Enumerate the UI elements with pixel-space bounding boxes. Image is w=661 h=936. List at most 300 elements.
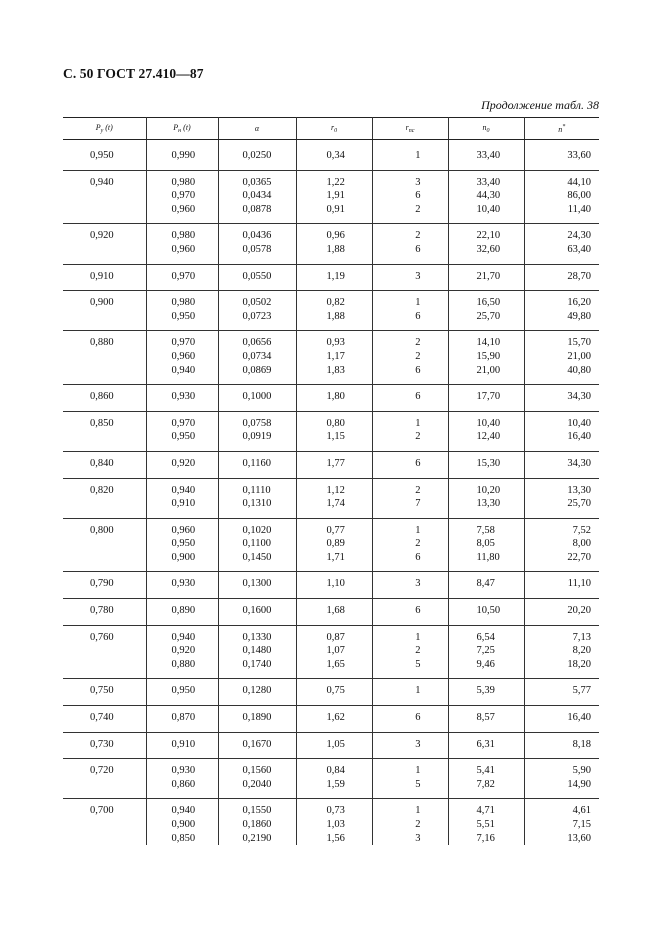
cell-value: 8,20 — [572, 645, 591, 657]
cell-r0 — [296, 518, 372, 572]
cell-py — [63, 478, 146, 518]
cell-value: 16,20 — [567, 297, 591, 309]
cell-r0 — [296, 170, 372, 224]
cell-value: 13,30 — [567, 484, 591, 496]
cell-value: 1,15 — [326, 431, 345, 443]
cell-value: 0,82 — [326, 297, 345, 309]
cell-nstar — [524, 411, 599, 451]
cell-value: 7,52 — [572, 524, 591, 536]
cell-value: 0,960 — [171, 203, 196, 215]
cell-rps — [372, 572, 448, 599]
cell-value: 0,1670 — [242, 738, 272, 750]
cell-value: 5,41 — [476, 765, 495, 777]
table-row-group — [63, 291, 599, 331]
cell-pn — [146, 572, 218, 599]
cell-value: 0,840 — [90, 457, 114, 469]
cell-value: 6 — [415, 551, 421, 563]
cell-value: 4,71 — [476, 805, 495, 817]
column-header-pn: $P_н$ (t) — [146, 118, 218, 140]
column-header-alpha: α — [218, 118, 296, 140]
cell-value: 1,59 — [326, 778, 345, 790]
cell-value: 0,1890 — [242, 712, 272, 724]
cell-value: 0,0734 — [242, 350, 272, 362]
cell-pn — [146, 706, 218, 733]
column-header-n0: $n_0$ — [448, 118, 524, 140]
cell-value: 21,00 — [567, 350, 591, 362]
cell-value: 7 — [415, 498, 421, 510]
cell-pn — [146, 679, 218, 706]
cell-value: 6 — [415, 364, 421, 376]
cell-n0 — [448, 679, 524, 706]
cell-value: 0,0578 — [242, 243, 272, 255]
cell-r0 — [296, 706, 372, 733]
cell-value: 1,68 — [326, 605, 345, 617]
cell-alpha — [218, 224, 296, 264]
cell-rps — [372, 478, 448, 518]
table-row-group — [63, 599, 599, 626]
cell-value: 0,1480 — [242, 645, 272, 657]
cell-r0 — [296, 385, 372, 412]
cell-value: 5,77 — [572, 685, 591, 697]
cell-nstar — [524, 706, 599, 733]
cell-value: 3 — [415, 832, 421, 844]
cell-value: 1 — [415, 631, 421, 643]
cell-value: 0,0365 — [242, 176, 272, 188]
cell-value: 0,930 — [171, 765, 196, 777]
cell-value: 1,10 — [326, 578, 345, 590]
cell-alpha — [218, 679, 296, 706]
cell-value: 0,910 — [171, 498, 196, 510]
cell-value: 1,65 — [326, 658, 345, 670]
cell-alpha — [218, 140, 296, 171]
cell-rps — [372, 599, 448, 626]
cell-n0 — [448, 518, 524, 572]
cell-value: 7,82 — [476, 778, 495, 790]
cell-value: 5,51 — [476, 819, 495, 830]
cell-value: 0,1110 — [242, 484, 271, 496]
cell-value: 1,03 — [326, 819, 345, 830]
cell-value: 8,00 — [572, 538, 591, 550]
cell-value: 0,0878 — [242, 203, 272, 215]
cell-value: 0,1020 — [242, 524, 272, 536]
table-row-group — [63, 385, 599, 412]
cell-nstar — [524, 478, 599, 518]
cell-value: 34,30 — [567, 457, 591, 469]
table-row-group — [63, 224, 599, 264]
cell-nstar — [524, 625, 599, 679]
cell-value: 0,820 — [90, 484, 114, 496]
cell-r0 — [296, 599, 372, 626]
cell-pn — [146, 385, 218, 412]
cell-value: 33,60 — [567, 150, 591, 161]
cell-value: 0,970 — [171, 417, 196, 429]
cell-n0 — [448, 291, 524, 331]
cell-value: 32,60 — [476, 243, 501, 255]
cell-value: 17,70 — [476, 391, 501, 403]
cell-py — [63, 224, 146, 264]
cell-value: 0,1560 — [242, 765, 272, 777]
cell-value: 1,17 — [326, 350, 345, 362]
cell-py — [63, 706, 146, 733]
table-row-group — [63, 411, 599, 451]
page-header: С. 50 ГОСТ 27.410—87 — [63, 66, 204, 81]
cell-value: 40,80 — [567, 364, 591, 376]
cell-value: 3 — [415, 176, 421, 188]
cell-py — [63, 170, 146, 224]
cell-value: 15,30 — [476, 457, 501, 469]
cell-r0 — [296, 291, 372, 331]
cell-value: 2 — [415, 350, 421, 362]
cell-value: 0,960 — [171, 350, 196, 362]
cell-value: 0,0758 — [242, 417, 272, 429]
cell-value: 10,50 — [476, 605, 501, 617]
cell-value: 1,80 — [326, 391, 345, 403]
cell-value: 22,70 — [567, 551, 591, 563]
cell-value: 1 — [415, 524, 421, 536]
cell-r0 — [296, 732, 372, 759]
cell-value: 1,74 — [326, 498, 345, 510]
cell-value: 11,40 — [567, 203, 591, 215]
cell-n0 — [448, 140, 524, 171]
cell-value: 0,800 — [90, 524, 114, 536]
cell-py — [63, 140, 146, 171]
cell-value: 6,31 — [476, 738, 495, 750]
cell-value: 0,980 — [171, 176, 196, 188]
cell-value: 0,0919 — [242, 431, 272, 443]
table-row-group — [63, 478, 599, 518]
cell-n0 — [448, 572, 524, 599]
cell-value: 0,910 — [171, 738, 196, 750]
cell-value: 0,1860 — [242, 819, 272, 830]
cell-value: 5 — [415, 658, 421, 670]
cell-py — [63, 679, 146, 706]
cell-pn — [146, 625, 218, 679]
cell-py — [63, 264, 146, 291]
cell-value: 6 — [415, 605, 421, 617]
cell-value: 0,760 — [90, 631, 114, 643]
cell-value: 0,96 — [326, 230, 345, 242]
cell-value: 0,900 — [171, 819, 196, 830]
cell-pn — [146, 411, 218, 451]
cell-value: 1 — [415, 417, 421, 429]
table-row-group — [63, 625, 599, 679]
cell-rps — [372, 451, 448, 478]
cell-alpha — [218, 170, 296, 224]
cell-alpha — [218, 264, 296, 291]
cell-value: 1 — [415, 685, 421, 697]
cell-pn — [146, 140, 218, 171]
cell-value: 11,10 — [567, 578, 591, 590]
cell-value: 21,70 — [476, 270, 501, 282]
cell-value: 12,40 — [476, 431, 501, 443]
cell-rps — [372, 264, 448, 291]
cell-value: 6 — [415, 712, 421, 724]
cell-r0 — [296, 331, 372, 385]
cell-value: 0,0656 — [242, 337, 272, 349]
cell-value: 7,15 — [572, 819, 591, 830]
cell-value: 1,56 — [326, 832, 345, 844]
cell-py — [63, 599, 146, 626]
column-header-nstar: n* — [524, 118, 599, 140]
cell-value: 13,30 — [476, 498, 501, 510]
cell-value: 0,0550 — [242, 270, 272, 282]
cell-n0 — [448, 264, 524, 291]
cell-value: 1,71 — [326, 551, 345, 563]
cell-r0 — [296, 140, 372, 171]
cell-value: 1,05 — [326, 738, 345, 750]
cell-value: 44,10 — [567, 176, 591, 188]
cell-py — [63, 411, 146, 451]
cell-value: 0,960 — [171, 524, 196, 536]
cell-n0 — [448, 331, 524, 385]
table-row-group — [63, 140, 599, 171]
cell-value: 33,40 — [476, 176, 501, 188]
cell-r0 — [296, 411, 372, 451]
cell-value: 0,700 — [90, 805, 114, 817]
cell-value: 0,980 — [171, 230, 196, 242]
cell-value: 0,750 — [90, 685, 114, 697]
cell-value: 0,930 — [171, 391, 196, 403]
cell-nstar — [524, 291, 599, 331]
cell-alpha — [218, 518, 296, 572]
cell-value: 33,40 — [476, 150, 501, 161]
cell-pn — [146, 478, 218, 518]
cell-value: 1,88 — [326, 243, 345, 255]
cell-alpha — [218, 451, 296, 478]
cell-value: 1,22 — [326, 176, 345, 188]
cell-value: 3 — [415, 578, 421, 590]
cell-value: 0,940 — [171, 631, 196, 643]
cell-r0 — [296, 478, 372, 518]
cell-rps — [372, 170, 448, 224]
cell-nstar — [524, 140, 599, 171]
cell-value: 0,91 — [326, 203, 345, 215]
cell-value: 0,1600 — [242, 605, 272, 617]
cell-py — [63, 759, 146, 799]
cell-n0 — [448, 599, 524, 626]
cell-value: 0,950 — [90, 150, 114, 161]
cell-value: 28,70 — [567, 270, 591, 282]
cell-value: 6 — [415, 457, 421, 469]
cell-alpha — [218, 732, 296, 759]
cell-value: 1,62 — [326, 712, 345, 724]
cell-value: 15,70 — [567, 337, 591, 349]
table-row-group — [63, 170, 599, 224]
column-header-rps: $r_{пс}$ — [372, 118, 448, 140]
cell-value: 0,1000 — [242, 391, 272, 403]
cell-value: 0,1300 — [242, 578, 272, 590]
cell-value: 2 — [415, 203, 421, 215]
cell-value: 0,0502 — [242, 297, 272, 309]
cell-value: 5,39 — [476, 685, 495, 697]
cell-value: 20,20 — [567, 605, 591, 617]
table-header-row — [63, 118, 599, 140]
cell-value: 0,920 — [90, 230, 114, 242]
cell-n0 — [448, 411, 524, 451]
cell-value: 49,80 — [567, 310, 591, 322]
cell-value: 0,720 — [90, 765, 114, 777]
cell-value: 0,0434 — [242, 190, 272, 202]
cell-value: 86,00 — [567, 190, 591, 202]
cell-rps — [372, 679, 448, 706]
cell-nstar — [524, 264, 599, 291]
cell-value: 0,920 — [171, 645, 196, 657]
cell-value: 9,46 — [476, 658, 495, 670]
cell-value: 0,2190 — [242, 832, 272, 844]
cell-value: 1 — [415, 297, 421, 309]
cell-pn — [146, 759, 218, 799]
cell-value: 0,940 — [90, 176, 114, 188]
cell-n0 — [448, 625, 524, 679]
cell-pn — [146, 518, 218, 572]
cell-value: 7,58 — [476, 524, 495, 536]
cell-nstar — [524, 572, 599, 599]
cell-py — [63, 572, 146, 599]
cell-alpha — [218, 572, 296, 599]
cell-value: 0,1450 — [242, 551, 272, 563]
cell-alpha — [218, 599, 296, 626]
cell-alpha — [218, 478, 296, 518]
cell-value: 2 — [415, 538, 421, 550]
cell-value: 0,75 — [326, 685, 345, 697]
cell-py — [63, 732, 146, 759]
cell-py — [63, 451, 146, 478]
cell-nstar — [524, 518, 599, 572]
cell-value: 16,50 — [476, 297, 501, 309]
cell-value: 0,940 — [171, 364, 196, 376]
cell-value: 8,57 — [476, 712, 495, 724]
cell-value: 1,83 — [326, 364, 345, 376]
cell-value: 0,950 — [171, 310, 196, 322]
cell-value: 0,900 — [90, 297, 114, 309]
cell-value: 10,40 — [476, 417, 501, 429]
cell-rps — [372, 759, 448, 799]
cell-value: 22,10 — [476, 230, 501, 242]
cell-py — [63, 385, 146, 412]
table-continuation-caption: Продолжение табл. 38 — [481, 98, 599, 112]
cell-value: 1 — [415, 765, 421, 777]
cell-py — [63, 331, 146, 385]
cell-value: 8,18 — [572, 738, 591, 750]
cell-value: 24,30 — [567, 230, 591, 242]
cell-value: 0,930 — [171, 578, 196, 590]
cell-n0 — [448, 732, 524, 759]
cell-alpha — [218, 799, 296, 845]
cell-value: 2 — [415, 431, 421, 443]
cell-pn — [146, 224, 218, 264]
cell-value: 1,88 — [326, 310, 345, 322]
cell-r0 — [296, 799, 372, 845]
cell-value: 5,90 — [572, 765, 591, 777]
cell-pn — [146, 599, 218, 626]
cell-alpha — [218, 291, 296, 331]
cell-rps — [372, 385, 448, 412]
cell-py — [63, 625, 146, 679]
cell-rps — [372, 799, 448, 845]
cell-n0 — [448, 759, 524, 799]
cell-value: 0,950 — [171, 685, 196, 697]
data-table — [63, 117, 599, 845]
cell-value: 15,90 — [476, 350, 501, 362]
cell-value: 0,0723 — [242, 310, 272, 322]
cell-n0 — [448, 170, 524, 224]
cell-value: 7,25 — [476, 645, 495, 657]
cell-rps — [372, 224, 448, 264]
table-row-group — [63, 799, 599, 845]
cell-value: 21,00 — [476, 364, 501, 376]
cell-value: 0,880 — [171, 658, 196, 670]
cell-value: 25,70 — [567, 498, 591, 510]
cell-value: 2 — [415, 484, 421, 496]
cell-value: 0,980 — [171, 297, 196, 309]
cell-nstar — [524, 599, 599, 626]
cell-value: 0,940 — [171, 805, 196, 817]
cell-r0 — [296, 451, 372, 478]
cell-value: 0,0250 — [242, 150, 272, 161]
cell-rps — [372, 625, 448, 679]
table-row-group — [63, 451, 599, 478]
cell-value: 0,860 — [90, 391, 114, 403]
cell-n0 — [448, 478, 524, 518]
cell-value: 8,47 — [476, 578, 495, 590]
cell-rps — [372, 518, 448, 572]
cell-value: 6 — [415, 391, 421, 403]
table-row-group — [63, 518, 599, 572]
cell-value: 10,40 — [476, 203, 501, 215]
cell-value: 0,73 — [326, 805, 345, 817]
cell-value: 0,790 — [90, 578, 114, 590]
cell-value: 1,12 — [326, 484, 345, 496]
cell-value: 2 — [415, 337, 421, 349]
cell-py — [63, 518, 146, 572]
table-row-group — [63, 264, 599, 291]
cell-value: 0,920 — [171, 457, 196, 469]
cell-value: 18,20 — [567, 658, 591, 670]
cell-value: 0,880 — [90, 337, 114, 349]
cell-r0 — [296, 625, 372, 679]
cell-rps — [372, 331, 448, 385]
cell-value: 25,70 — [476, 310, 501, 322]
cell-value: 0,740 — [90, 712, 114, 724]
cell-pn — [146, 291, 218, 331]
cell-alpha — [218, 625, 296, 679]
cell-value: 0,970 — [171, 337, 196, 349]
cell-value: 0,900 — [171, 551, 196, 563]
table-row-group — [63, 706, 599, 733]
cell-value: 0,1310 — [242, 498, 272, 510]
cell-value: 1 — [415, 805, 421, 817]
cell-value: 1 — [415, 150, 421, 161]
cell-value: 0,84 — [326, 765, 345, 777]
cell-value: 7,13 — [572, 631, 591, 643]
cell-n0 — [448, 799, 524, 845]
cell-nstar — [524, 451, 599, 478]
cell-pn — [146, 451, 218, 478]
cell-value: 0,93 — [326, 337, 345, 349]
cell-value: 34,30 — [567, 391, 591, 403]
cell-value: 0,89 — [326, 538, 345, 550]
cell-alpha — [218, 385, 296, 412]
cell-value: 3 — [415, 270, 421, 282]
cell-nstar — [524, 224, 599, 264]
cell-nstar — [524, 679, 599, 706]
cell-rps — [372, 411, 448, 451]
cell-value: 0,960 — [171, 243, 196, 255]
cell-value: 0,860 — [171, 778, 196, 790]
cell-value: 0,870 — [171, 712, 196, 724]
cell-value: 6 — [415, 243, 421, 255]
cell-n0 — [448, 451, 524, 478]
